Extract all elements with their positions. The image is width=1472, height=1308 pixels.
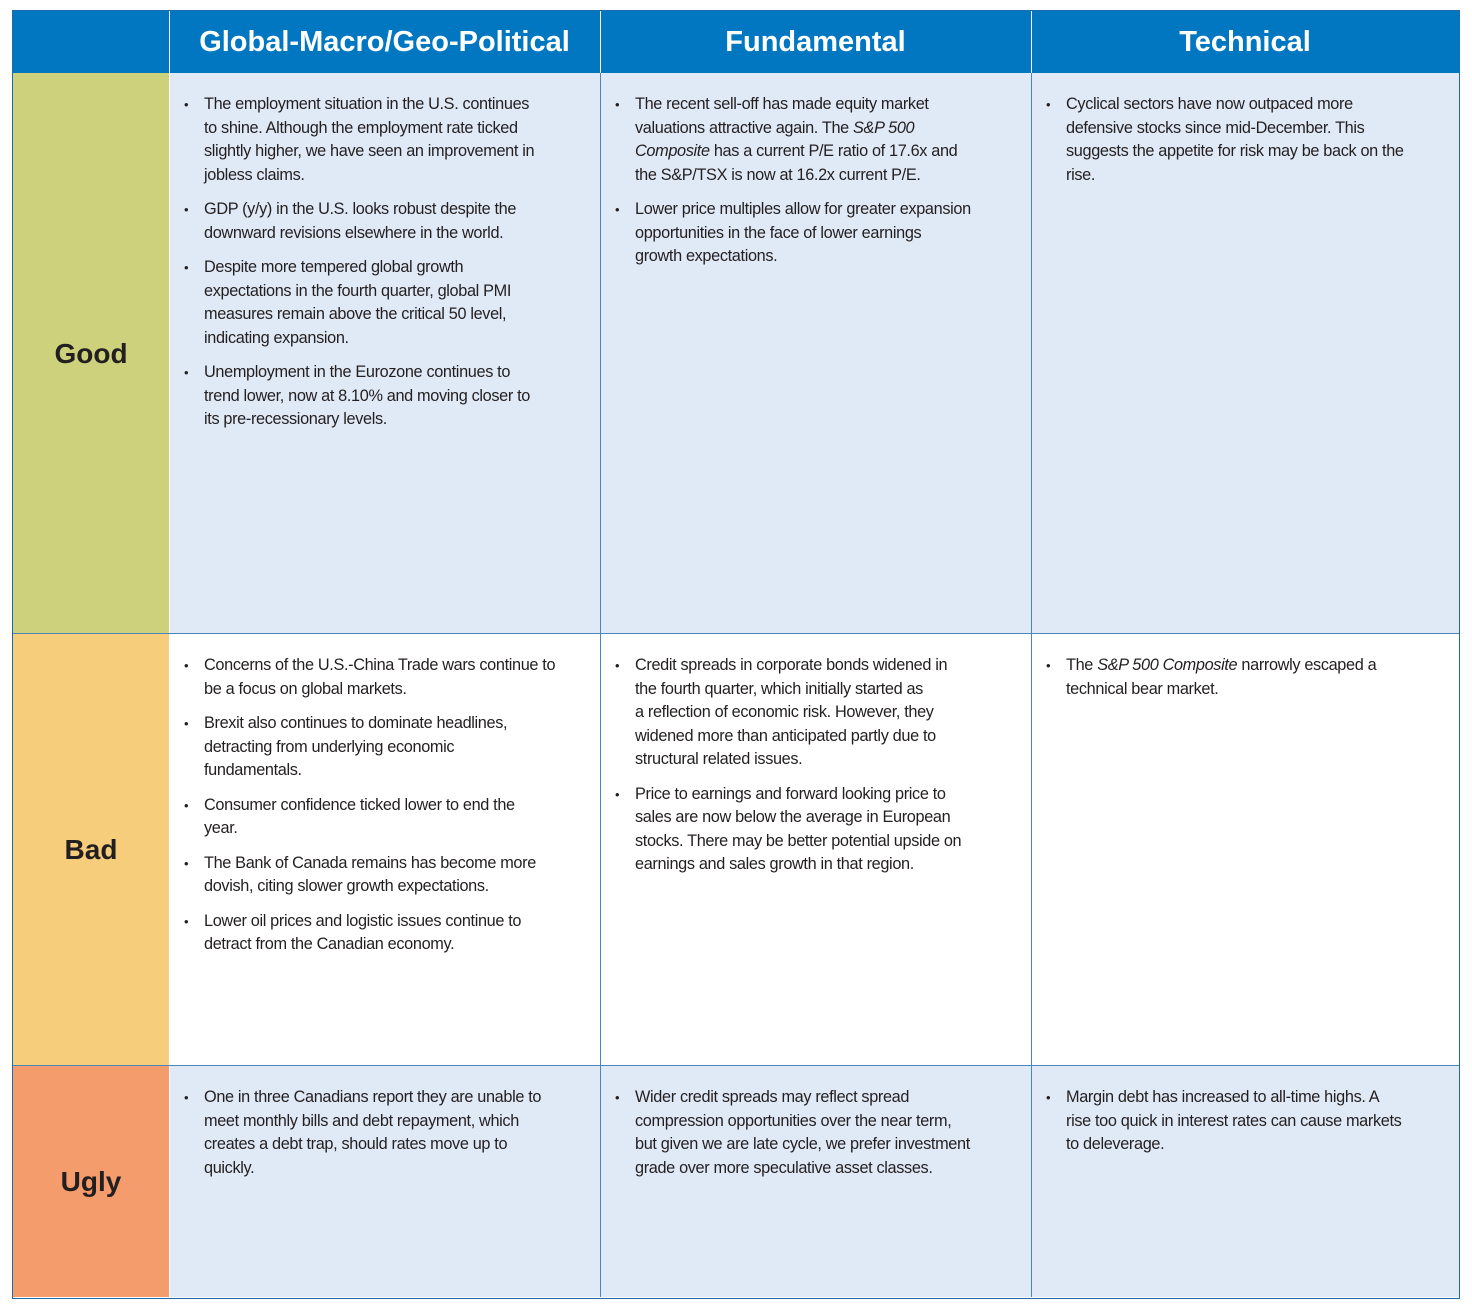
column-header-technical: Technical [1031, 11, 1459, 73]
bullet-list [1046, 654, 1445, 701]
bullet-text: Unemployment in the Eurozone continues to trend lower, now at 8.10% and moving closer to its pre-recessionary levels. [204, 363, 530, 428]
cell-ugly-technical [1032, 1066, 1459, 1297]
bullet-item [1046, 654, 1445, 701]
bullet-icon: • [615, 97, 620, 112]
bullet-icon: • [1046, 658, 1051, 673]
bullet-icon: • [184, 202, 189, 217]
bullet-icon: • [184, 1090, 189, 1105]
bullet-icon: • [615, 786, 620, 802]
row-label-good: Good [13, 73, 169, 634]
row-label-bad: Bad [13, 634, 169, 1066]
bullet-icon: • [184, 260, 189, 275]
bullet-text: Cyclical sectors have now outpaced more defensive stocks since mid-December. This suggests the appetite for risk may be back on the rise. [1066, 95, 1404, 184]
bullet-icon: • [184, 716, 189, 731]
cell-good-global-macro [170, 73, 600, 634]
bullet-item [1046, 1086, 1445, 1157]
bullet-text: The employment situation in the U.S. continues to shine. Although the employment rate ticked slightly higher, we have seen an improvement in jobless claims. [204, 95, 535, 184]
bullet-icon: • [1046, 1090, 1051, 1105]
bullet-item [184, 654, 586, 701]
cell-bad-technical [1032, 634, 1459, 1066]
bullet-item [615, 93, 1017, 187]
header-divider [600, 11, 601, 73]
cell-ugly-global-macro [170, 1066, 600, 1297]
grid-line [13, 1065, 1459, 1066]
bullet-text: Lower oil prices and logistic issues continue to detract from the Canadian economy. [204, 911, 522, 953]
bullet-text: Margin debt has increased to all-time highs. A rise too quick in interest rates can cause markets to deleverage. [1066, 1088, 1402, 1153]
bullet-item [184, 256, 586, 350]
bullet-list [615, 93, 1017, 269]
bullet-item [184, 852, 586, 899]
grid-line [1031, 73, 1032, 1297]
bullet-list [184, 93, 586, 432]
bullet-text: The [1066, 656, 1098, 674]
bullet-icon: • [184, 365, 189, 380]
bullet-text: has a current P/E ratio of 17.6x and the S&P/TSX is now at 16.2x current P/E. [635, 142, 958, 184]
bullet-text: Price to earnings and forward looking price to sales are now below the average in European stocks. There may be better potential upside on earnings and sales growth in that region. [635, 784, 962, 873]
bullet-item [184, 93, 586, 187]
bullet-item [184, 794, 586, 841]
bullet-text: GDP (y/y) in the U.S. looks robust despite the downward revisions elsewhere in the world. [204, 200, 517, 242]
bullet-text: The Bank of Canada remains has become more dovish, citing slower growth expectations. [204, 853, 536, 895]
index-name: S&P 500 Composite [1097, 656, 1238, 674]
bullet-icon: • [184, 97, 189, 112]
grid-line [600, 73, 601, 1297]
bullet-text: Wider credit spreads may reflect spread compression opportunities over the near term, but given we are late cycle, we prefer investment grade over more speculative asset classes. [635, 1088, 970, 1177]
bullet-text: narrowly escaped a technical bear market. [1066, 656, 1377, 698]
cell-bad-fundamental [601, 634, 1031, 1066]
bullet-item [184, 910, 586, 957]
header-corner [13, 11, 169, 73]
outlook-table [12, 10, 1460, 1299]
grid-line [169, 73, 170, 1297]
bullet-item [184, 198, 586, 245]
bullet-item [184, 1086, 586, 1180]
grid-line [13, 633, 1459, 634]
cell-good-technical [1032, 73, 1459, 634]
bullet-icon: • [615, 1090, 620, 1105]
bullet-icon: • [615, 658, 620, 673]
bullet-list [615, 654, 1017, 877]
bullet-text: The recent sell-off has made equity market valuations attractive again. The [635, 95, 929, 137]
column-header-fundamental: Fundamental [600, 11, 1031, 73]
bullet-list [184, 1086, 586, 1180]
cell-ugly-fundamental [601, 1066, 1031, 1297]
bullet-item [615, 654, 1017, 772]
bullet-text: One in three Canadians report they are unable to meet monthly bills and debt repayment, which creates a debt trap, should rates move up to quickly. [204, 1088, 542, 1177]
bullet-list [1046, 93, 1445, 187]
column-header-global-macro: Global-Macro/Geo-Political [169, 11, 600, 73]
row-label-ugly: Ugly [13, 1066, 169, 1297]
bullet-list [615, 1086, 1017, 1180]
bullet-text: Concerns of the U.S.-China Trade wars continue to be a focus on global markets. [204, 656, 556, 698]
bullet-text: Brexit also continues to dominate headlines, detracting from underlying economic fundamentals. [204, 714, 508, 779]
bullet-item [615, 783, 1017, 877]
index-name: S&P 500 Composite [635, 118, 915, 160]
bullet-item [615, 198, 1017, 269]
cell-bad-global-macro [170, 634, 600, 1066]
bullet-icon: • [615, 202, 620, 217]
bullet-icon: • [184, 797, 189, 813]
header-divider [169, 11, 170, 73]
header-divider [1031, 11, 1032, 73]
bullet-text: Credit spreads in corporate bonds widened in the fourth quarter, which initially started as a reflection of economic risk. However, they widened more than anticipated partly due to structural related issues. [635, 656, 948, 768]
bullet-list [184, 654, 586, 957]
bullet-item [1046, 93, 1445, 187]
bullet-icon: • [184, 913, 189, 929]
cell-good-fundamental [601, 73, 1031, 634]
bullet-list [1046, 1086, 1445, 1157]
bullet-icon: • [1046, 97, 1051, 112]
bullet-text: Despite more tempered global growth expectations in the fourth quarter, global PMI measures remain above the critical 50 level, indicating expansion. [204, 258, 512, 347]
bullet-text: Lower price multiples allow for greater expansion opportunities in the face of lower earnings growth expectations. [635, 200, 971, 265]
bullet-item [184, 361, 586, 432]
bullet-text: Consumer confidence ticked lower to end the year. [204, 795, 515, 837]
bullet-icon: • [184, 855, 189, 871]
bullet-item [184, 712, 586, 783]
bullet-icon: • [184, 658, 189, 673]
bullet-item [615, 1086, 1017, 1180]
